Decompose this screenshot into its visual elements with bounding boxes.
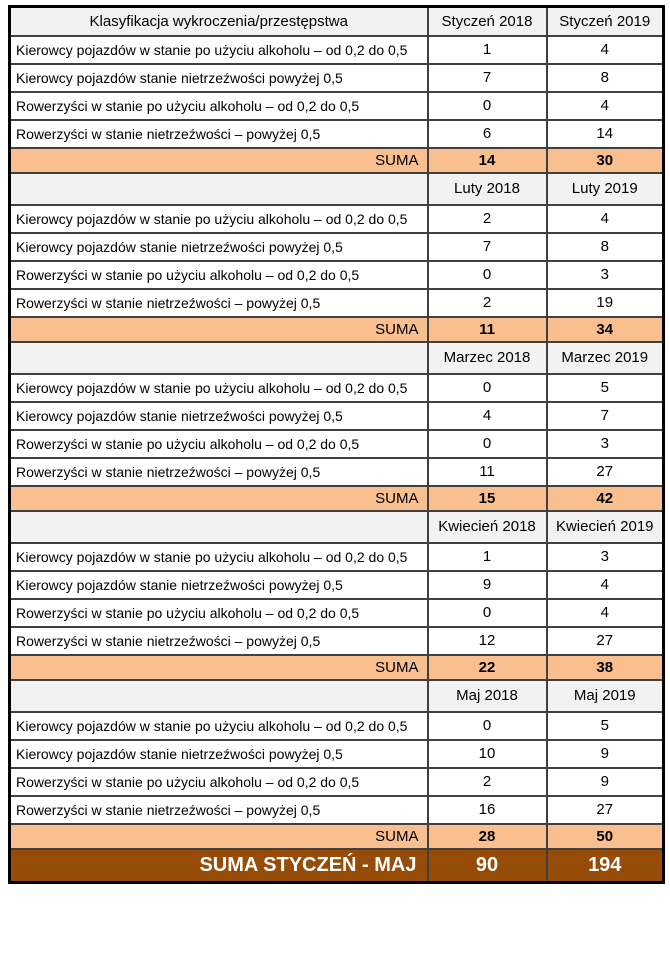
value-2019-cell: 4 [547, 36, 664, 64]
table-row [10, 599, 664, 627]
suma-row [10, 824, 664, 849]
month-2019-header-cell: Kwiecień 2019 [547, 511, 664, 543]
value-2018-cell: 7 [428, 64, 547, 92]
month-2018-header-cell: Styczeń 2018 [428, 7, 547, 36]
value-2019-cell: 14 [547, 120, 664, 148]
suma-2018-cell: 15 [428, 486, 547, 511]
month-2018-header-cell: Marzec 2018 [428, 342, 547, 374]
row-label-cell: Kierowcy pojazdów w stanie po użyciu alkoholu – od 0,2 do 0,5 [10, 543, 428, 571]
table-row [10, 374, 664, 402]
row-label-cell: Rowerzyści w stanie po użyciu alkoholu – od 0,2 do 0,5 [10, 768, 428, 796]
suma-2018-cell: 22 [428, 655, 547, 680]
table-row [10, 36, 664, 64]
value-2018-cell: 0 [428, 599, 547, 627]
suma-label-cell: SUMA [10, 655, 428, 680]
table-row [10, 120, 664, 148]
value-2019-cell: 3 [547, 543, 664, 571]
row-label-cell: Rowerzyści w stanie nietrzeźwości – powyżej 0,5 [10, 289, 428, 317]
table-row [10, 768, 664, 796]
month-header-row [10, 342, 664, 374]
row-label-cell: Rowerzyści w stanie po użyciu alkoholu – od 0,2 do 0,5 [10, 430, 428, 458]
table-row [10, 402, 664, 430]
value-2019-cell: 5 [547, 712, 664, 740]
table-row [10, 627, 664, 655]
row-label-cell: Kierowcy pojazdów stanie nietrzeźwości powyżej 0,5 [10, 402, 428, 430]
row-label-cell: Kierowcy pojazdów stanie nietrzeźwości powyżej 0,5 [10, 740, 428, 768]
table-row [10, 712, 664, 740]
month-2019-header-cell: Luty 2019 [547, 173, 664, 205]
row-label-cell: Kierowcy pojazdów w stanie po użyciu alkoholu – od 0,2 do 0,5 [10, 36, 428, 64]
empty-cell [10, 342, 428, 374]
empty-cell [10, 173, 428, 205]
value-2019-cell: 9 [547, 740, 664, 768]
value-2019-cell: 4 [547, 92, 664, 120]
month-2018-header-cell: Luty 2018 [428, 173, 547, 205]
row-label-cell: Rowerzyści w stanie nietrzeźwości – powyżej 0,5 [10, 120, 428, 148]
suma-2018-cell: 14 [428, 148, 547, 173]
suma-2019-cell: 38 [547, 655, 664, 680]
suma-2019-cell: 30 [547, 148, 664, 173]
value-2019-cell: 4 [547, 571, 664, 599]
value-2019-cell: 8 [547, 64, 664, 92]
row-label-cell: Rowerzyści w stanie nietrzeźwości – powyżej 0,5 [10, 796, 428, 824]
grand-total-2019-cell: 194 [547, 849, 664, 883]
value-2018-cell: 12 [428, 627, 547, 655]
value-2019-cell: 5 [547, 374, 664, 402]
row-label-cell: Rowerzyści w stanie po użyciu alkoholu – od 0,2 do 0,5 [10, 92, 428, 120]
table-row [10, 92, 664, 120]
value-2018-cell: 2 [428, 768, 547, 796]
empty-cell [10, 511, 428, 543]
suma-label-cell: SUMA [10, 486, 428, 511]
value-2018-cell: 2 [428, 289, 547, 317]
grand-total-row [10, 849, 664, 883]
value-2018-cell: 7 [428, 233, 547, 261]
month-2018-header-cell: Kwiecień 2018 [428, 511, 547, 543]
value-2019-cell: 19 [547, 289, 664, 317]
suma-2018-cell: 11 [428, 317, 547, 342]
value-2019-cell: 3 [547, 430, 664, 458]
value-2018-cell: 0 [428, 261, 547, 289]
value-2019-cell: 3 [547, 261, 664, 289]
suma-2018-cell: 28 [428, 824, 547, 849]
table-row [10, 233, 664, 261]
month-header-row [10, 511, 664, 543]
suma-row [10, 486, 664, 511]
row-label-cell: Rowerzyści w stanie nietrzeźwości – powyżej 0,5 [10, 458, 428, 486]
month-header-row [10, 680, 664, 712]
suma-2019-cell: 34 [547, 317, 664, 342]
table-row [10, 543, 664, 571]
suma-row [10, 148, 664, 173]
offences-table [8, 5, 665, 884]
table-row [10, 740, 664, 768]
month-2019-header-cell: Styczeń 2019 [547, 7, 664, 36]
value-2018-cell: 16 [428, 796, 547, 824]
value-2018-cell: 9 [428, 571, 547, 599]
table-row [10, 571, 664, 599]
row-label-cell: Rowerzyści w stanie po użyciu alkoholu – od 0,2 do 0,5 [10, 261, 428, 289]
table-row [10, 64, 664, 92]
row-label-cell: Kierowcy pojazdów stanie nietrzeźwości powyżej 0,5 [10, 64, 428, 92]
value-2019-cell: 27 [547, 627, 664, 655]
value-2018-cell: 11 [428, 458, 547, 486]
value-2019-cell: 4 [547, 599, 664, 627]
table-row [10, 796, 664, 824]
value-2019-cell: 9 [547, 768, 664, 796]
offences-table-body [10, 7, 664, 883]
grand-total-2018-cell: 90 [428, 849, 547, 883]
value-2018-cell: 2 [428, 205, 547, 233]
value-2019-cell: 4 [547, 205, 664, 233]
value-2018-cell: 4 [428, 402, 547, 430]
row-label-cell: Kierowcy pojazdów w stanie po użyciu alkoholu – od 0,2 do 0,5 [10, 712, 428, 740]
month-2019-header-cell: Maj 2019 [547, 680, 664, 712]
suma-2019-cell: 50 [547, 824, 664, 849]
suma-row [10, 317, 664, 342]
suma-label-cell: SUMA [10, 148, 428, 173]
table-row [10, 289, 664, 317]
row-label-cell: Kierowcy pojazdów w stanie po użyciu alkoholu – od 0,2 do 0,5 [10, 374, 428, 402]
value-2018-cell: 0 [428, 712, 547, 740]
suma-2019-cell: 42 [547, 486, 664, 511]
value-2019-cell: 27 [547, 458, 664, 486]
value-2018-cell: 6 [428, 120, 547, 148]
value-2018-cell: 0 [428, 430, 547, 458]
month-2019-header-cell: Marzec 2019 [547, 342, 664, 374]
table-row [10, 205, 664, 233]
table-row [10, 430, 664, 458]
suma-label-cell: SUMA [10, 824, 428, 849]
table-row [10, 458, 664, 486]
value-2018-cell: 1 [428, 543, 547, 571]
month-2018-header-cell: Maj 2018 [428, 680, 547, 712]
suma-label-cell: SUMA [10, 317, 428, 342]
value-2019-cell: 7 [547, 402, 664, 430]
table-row [10, 261, 664, 289]
classification-header-cell: Klasyfikacja wykroczenia/przestępstwa [10, 7, 428, 36]
grand-total-label-cell: SUMA STYCZEŃ - MAJ [10, 849, 428, 883]
row-label-cell: Kierowcy pojazdów stanie nietrzeźwości powyżej 0,5 [10, 233, 428, 261]
value-2018-cell: 0 [428, 92, 547, 120]
value-2019-cell: 8 [547, 233, 664, 261]
row-label-cell: Kierowcy pojazdów w stanie po użyciu alkoholu – od 0,2 do 0,5 [10, 205, 428, 233]
value-2018-cell: 10 [428, 740, 547, 768]
value-2018-cell: 1 [428, 36, 547, 64]
empty-cell [10, 680, 428, 712]
row-label-cell: Rowerzyści w stanie nietrzeźwości – powyżej 0,5 [10, 627, 428, 655]
value-2018-cell: 0 [428, 374, 547, 402]
month-header-row [10, 173, 664, 205]
row-label-cell: Rowerzyści w stanie po użyciu alkoholu – od 0,2 do 0,5 [10, 599, 428, 627]
table-header-row [10, 7, 664, 36]
suma-row [10, 655, 664, 680]
row-label-cell: Kierowcy pojazdów stanie nietrzeźwości powyżej 0,5 [10, 571, 428, 599]
value-2019-cell: 27 [547, 796, 664, 824]
